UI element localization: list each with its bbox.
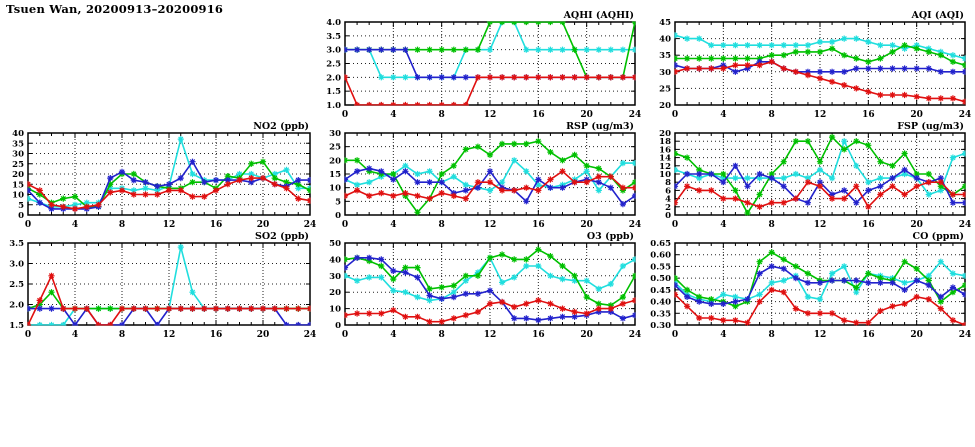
svg-text:16: 16 [862, 220, 875, 230]
chart-no2 [0, 119, 318, 231]
svg-text:50: 50 [329, 239, 341, 249]
svg-text:0: 0 [24, 220, 32, 230]
svg-text:24: 24 [628, 220, 642, 230]
svg-text:24: 24 [628, 330, 642, 340]
svg-text:8: 8 [438, 330, 445, 340]
svg-text:8: 8 [118, 220, 126, 230]
svg-text:24: 24 [628, 110, 642, 120]
chart-o3 [315, 229, 643, 341]
svg-text:40: 40 [329, 255, 341, 266]
svg-text:5: 5 [335, 197, 341, 208]
svg-text:2.0: 2.0 [9, 300, 24, 311]
svg-text:24: 24 [958, 110, 972, 120]
svg-text:30: 30 [659, 67, 671, 78]
svg-text:8: 8 [768, 220, 775, 230]
svg-text:2: 2 [665, 202, 671, 213]
svg-text:AQHI (AQHI): AQHI (AQHI) [563, 10, 634, 21]
svg-text:10: 10 [12, 190, 24, 201]
svg-text:12: 12 [483, 330, 497, 340]
svg-text:0.35: 0.35 [650, 309, 671, 320]
svg-text:14: 14 [659, 153, 671, 164]
svg-text:4: 4 [720, 220, 727, 230]
svg-text:1.5: 1.5 [9, 321, 24, 331]
svg-text:O3 (ppb): O3 (ppb) [586, 231, 634, 242]
svg-text:20: 20 [659, 129, 671, 139]
chart-svg-co [645, 229, 973, 341]
svg-text:20: 20 [910, 220, 923, 230]
chart-svg-aqhi [315, 8, 643, 121]
svg-text:12: 12 [162, 220, 176, 230]
svg-text:4: 4 [390, 330, 397, 340]
svg-text:10: 10 [329, 183, 341, 194]
svg-text:SO2 (ppb): SO2 (ppb) [255, 231, 309, 242]
svg-text:RSP (ug/m3): RSP (ug/m3) [566, 121, 634, 132]
o3-green-line [342, 247, 638, 309]
chart-rsp [315, 119, 643, 231]
svg-text:12: 12 [483, 220, 497, 230]
svg-text:0.50: 0.50 [650, 274, 671, 285]
svg-text:25: 25 [329, 142, 341, 153]
svg-text:8: 8 [438, 220, 445, 230]
svg-text:35: 35 [12, 139, 24, 150]
svg-text:16: 16 [209, 330, 223, 340]
svg-text:4: 4 [665, 194, 671, 205]
svg-text:2.0: 2.0 [326, 73, 341, 84]
svg-text:0: 0 [24, 330, 32, 340]
svg-text:20: 20 [12, 170, 24, 180]
svg-text:0.30: 0.30 [650, 321, 671, 331]
chart-svg-so2 [0, 229, 318, 341]
svg-text:0: 0 [335, 211, 341, 221]
svg-text:4: 4 [71, 220, 79, 230]
svg-text:4: 4 [720, 110, 727, 120]
svg-text:0: 0 [671, 110, 679, 120]
svg-text:0: 0 [341, 110, 349, 120]
svg-text:12: 12 [659, 161, 671, 172]
chart-so2 [0, 229, 318, 341]
chart-aqi [645, 8, 973, 121]
svg-text:20: 20 [580, 220, 593, 230]
svg-text:3.5: 3.5 [9, 239, 24, 249]
svg-text:30: 30 [329, 129, 341, 139]
svg-text:3.0: 3.0 [9, 259, 24, 270]
svg-text:AQI (AQI): AQI (AQI) [911, 10, 964, 21]
svg-text:40: 40 [12, 129, 24, 139]
svg-text:15: 15 [12, 180, 24, 191]
svg-text:20: 20 [580, 330, 593, 340]
svg-text:18: 18 [659, 137, 671, 148]
svg-text:20: 20 [910, 110, 923, 120]
svg-text:15: 15 [329, 170, 341, 180]
svg-text:12: 12 [813, 330, 827, 340]
svg-text:30: 30 [329, 271, 341, 282]
svg-text:24: 24 [303, 220, 317, 230]
svg-text:8: 8 [118, 330, 126, 340]
svg-text:4: 4 [71, 330, 79, 340]
svg-text:40: 40 [659, 34, 671, 45]
svg-text:8: 8 [665, 178, 671, 189]
svg-text:0: 0 [671, 220, 679, 230]
page-title: Tsuen Wan, 20200913–20200916 [6, 2, 224, 16]
svg-text:20: 20 [329, 288, 341, 299]
svg-text:NO2 (ppb): NO2 (ppb) [253, 121, 309, 132]
svg-text:2.5: 2.5 [9, 280, 24, 290]
svg-text:0.55: 0.55 [650, 262, 671, 273]
svg-text:20: 20 [910, 330, 923, 340]
svg-text:3.0: 3.0 [326, 45, 341, 56]
svg-text:0.60: 0.60 [650, 250, 671, 261]
svg-text:4: 4 [720, 330, 727, 340]
svg-text:10: 10 [329, 304, 341, 315]
rsp-green-line [342, 138, 638, 215]
chart-svg-o3 [315, 229, 643, 341]
svg-text:20: 20 [580, 110, 593, 120]
svg-text:0.65: 0.65 [650, 239, 671, 249]
svg-text:4: 4 [390, 110, 397, 120]
svg-text:45: 45 [659, 18, 671, 28]
svg-text:12: 12 [162, 330, 176, 340]
svg-text:16: 16 [659, 145, 671, 156]
svg-text:16: 16 [862, 330, 875, 340]
svg-text:16: 16 [209, 220, 223, 230]
svg-text:0: 0 [341, 330, 349, 340]
svg-text:6: 6 [665, 186, 671, 197]
svg-text:16: 16 [532, 220, 545, 230]
chart-svg-no2 [0, 119, 318, 231]
svg-text:24: 24 [958, 330, 972, 340]
svg-text:20: 20 [329, 156, 341, 167]
svg-text:2.5: 2.5 [326, 59, 341, 70]
svg-text:35: 35 [659, 51, 671, 62]
svg-text:8: 8 [768, 110, 775, 120]
chart-co [645, 229, 973, 341]
svg-text:0: 0 [18, 211, 24, 221]
svg-text:24: 24 [958, 220, 972, 230]
svg-text:0: 0 [341, 220, 349, 230]
svg-text:25: 25 [659, 84, 671, 95]
svg-text:4.0: 4.0 [326, 18, 341, 28]
chart-aqhi [315, 8, 643, 121]
svg-text:20: 20 [659, 101, 671, 111]
svg-text:0: 0 [665, 211, 671, 221]
svg-text:30: 30 [12, 149, 24, 160]
svg-text:20: 20 [256, 220, 270, 230]
svg-text:0: 0 [335, 321, 341, 331]
svg-text:12: 12 [483, 110, 497, 120]
svg-text:8: 8 [768, 330, 775, 340]
chart-svg-fsp [645, 119, 973, 231]
chart-svg-aqi [645, 8, 973, 121]
svg-text:16: 16 [862, 110, 875, 120]
svg-text:3.5: 3.5 [326, 31, 341, 42]
svg-text:16: 16 [532, 110, 545, 120]
svg-text:4: 4 [390, 220, 397, 230]
svg-text:25: 25 [12, 159, 24, 170]
svg-text:12: 12 [813, 110, 827, 120]
svg-text:FSP (ug/m3): FSP (ug/m3) [897, 121, 964, 132]
svg-text:5: 5 [18, 200, 24, 211]
chart-fsp [645, 119, 973, 231]
svg-text:12: 12 [813, 220, 827, 230]
svg-text:16: 16 [532, 330, 545, 340]
svg-text:CO (ppm): CO (ppm) [912, 231, 964, 242]
svg-text:10: 10 [659, 170, 671, 180]
svg-text:0: 0 [671, 330, 679, 340]
svg-text:0.40: 0.40 [650, 297, 671, 308]
svg-text:24: 24 [303, 330, 317, 340]
svg-text:20: 20 [256, 330, 270, 340]
svg-text:1.5: 1.5 [326, 87, 341, 98]
svg-text:1.0: 1.0 [326, 101, 341, 111]
svg-text:8: 8 [438, 110, 445, 120]
chart-svg-rsp [315, 119, 643, 231]
svg-text:0.45: 0.45 [650, 285, 671, 296]
